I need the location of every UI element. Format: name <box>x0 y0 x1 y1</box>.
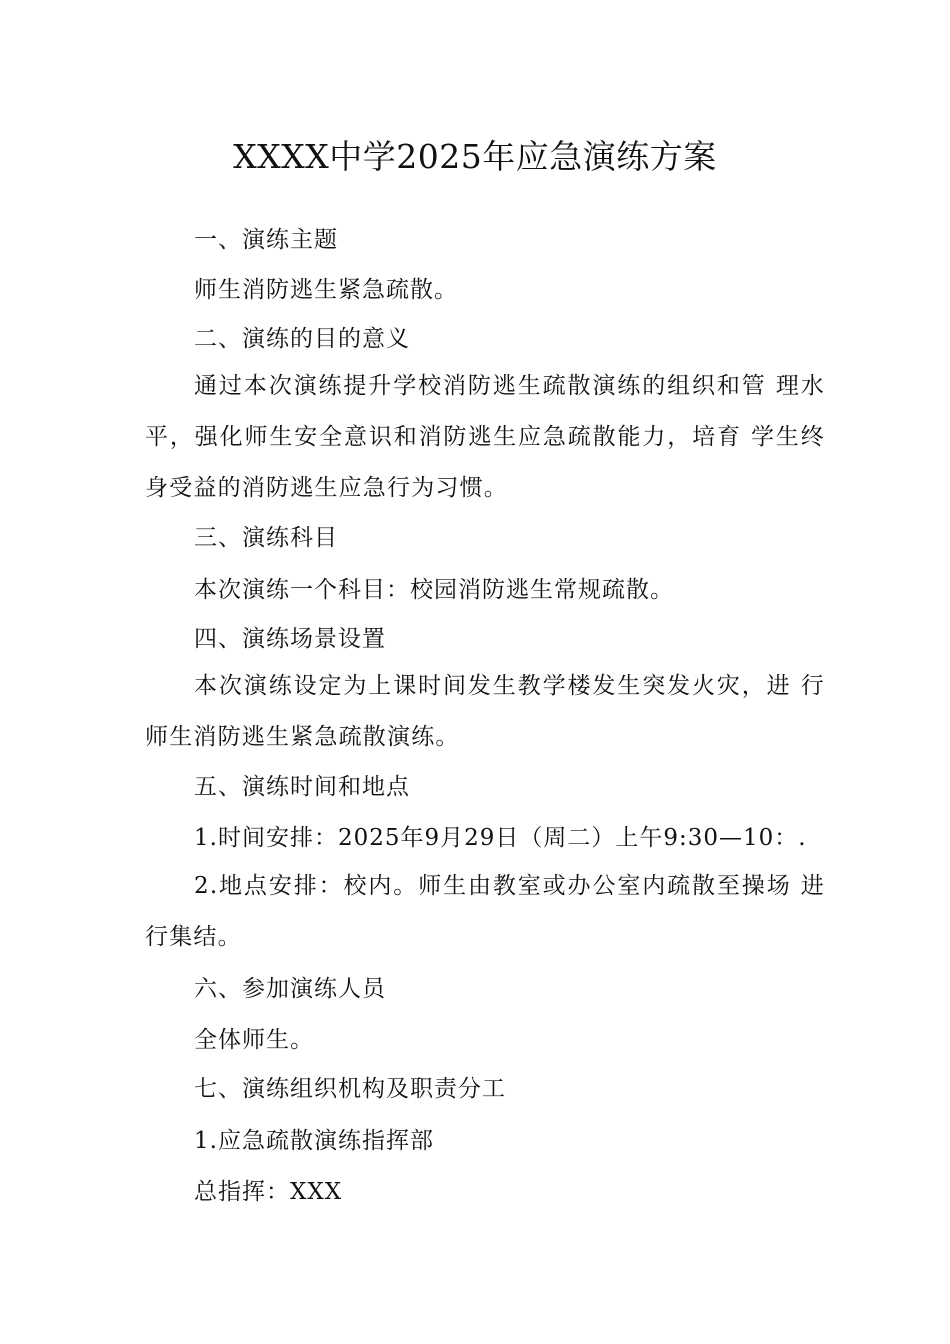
section-heading-purpose: 二、演练的目的意义 <box>194 326 410 352</box>
organization-item-command: 1.应急疏散演练指挥部 <box>194 1128 434 1154</box>
section-body-scenario: 本次演练设定为上课时间发生教学楼发生突发火灾，进 行师生消防逃生紧急疏散演练。 <box>145 673 825 750</box>
section-body-theme: 师生消防逃生紧急疏散。 <box>194 277 458 303</box>
document-title: XXXX中学2025年应急演练方案 <box>233 137 717 176</box>
section-heading-subjects: 三、演练科目 <box>194 525 338 551</box>
section-body-participants: 全体师生。 <box>194 1027 314 1053</box>
section-heading-organization: 七、演练组织机构及职责分工 <box>194 1076 506 1102</box>
section-body-purpose: 通过本次演练提升学校消防逃生疏散演练的组织和管 理水平，强化师生安全意识和消防逃生应急疏散能力，培育 学生终身受益的消防逃生应急行为习惯。 <box>145 373 825 501</box>
schedule-place-item: 2.地点安排：校内。师生由教室或办公室内疏散至操场 进行集结。 <box>145 873 825 950</box>
section-heading-theme: 一、演练主题 <box>194 227 338 253</box>
organization-commander: 总指挥：XXX <box>194 1179 343 1205</box>
section-body-subjects: 本次演练一个科目：校园消防逃生常规疏散。 <box>194 577 674 603</box>
section-heading-participants: 六、参加演练人员 <box>194 976 386 1002</box>
schedule-time-item: 1.时间安排：2025年9月29日（周二）上午9:30—10：. <box>194 825 807 851</box>
section-heading-scenario: 四、演练场景设置 <box>194 626 386 652</box>
section-heading-time-place: 五、演练时间和地点 <box>194 774 410 800</box>
